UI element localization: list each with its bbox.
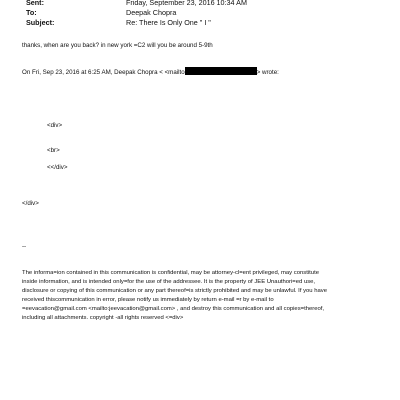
redaction-bar [185, 67, 257, 75]
end-div-tag: </div> [22, 200, 39, 207]
sent-label: Sent: [26, 0, 44, 7]
subject-label: Subject: [26, 18, 55, 27]
disclaimer [22, 269, 378, 322]
br-tag: <br> [47, 147, 60, 154]
div-tag: <div> [47, 122, 63, 129]
sent-value: Friday, September 23, 2016 10:34 AM [126, 0, 247, 7]
disclaimer-line: received thiscommunication in error, please notify us immediately by return e-mail =r by e-mail to [22, 296, 274, 303]
quote-suffix: > wrote: [256, 69, 279, 76]
disclaimer-line: inside information, and is intended only=for the use of the addressee. It is the property of JEE Unauthori=ed use, [22, 278, 316, 285]
disclaimer-line: =eevacation@gmail.com <mailto:jeevacation@gmail.com> , and destroy this communication and all copies=thereof, [22, 305, 325, 312]
subject-value: Re: There Is Only One " I " [126, 18, 211, 27]
close-div-tag: <</div> [47, 164, 68, 171]
quote-prefix: On Fri, Sep 23, 2016 at 6:25 AM, Deepak Chopra < <mailto [22, 69, 185, 76]
to-value: Deepak Chopra [126, 8, 177, 17]
to-label: To: [26, 8, 37, 17]
disclaimer-line: disclosure or copying of this communication or any part thereof=is strictly prohibited and may be unlawful. If you have [22, 287, 327, 294]
signature-separator: -- [22, 243, 27, 250]
disclaimer-line: including all attachments. copyright -all rights reserved <=div> [22, 314, 184, 321]
quote-header [22, 67, 378, 77]
disclaimer-line: The informa=ion contained in this communication is confidential, may be attorney-cl=ent privileged, may constitute [22, 270, 319, 276]
reply-text: thanks, when are you back? in new york =C2 will you be around 5-9th [22, 42, 213, 49]
